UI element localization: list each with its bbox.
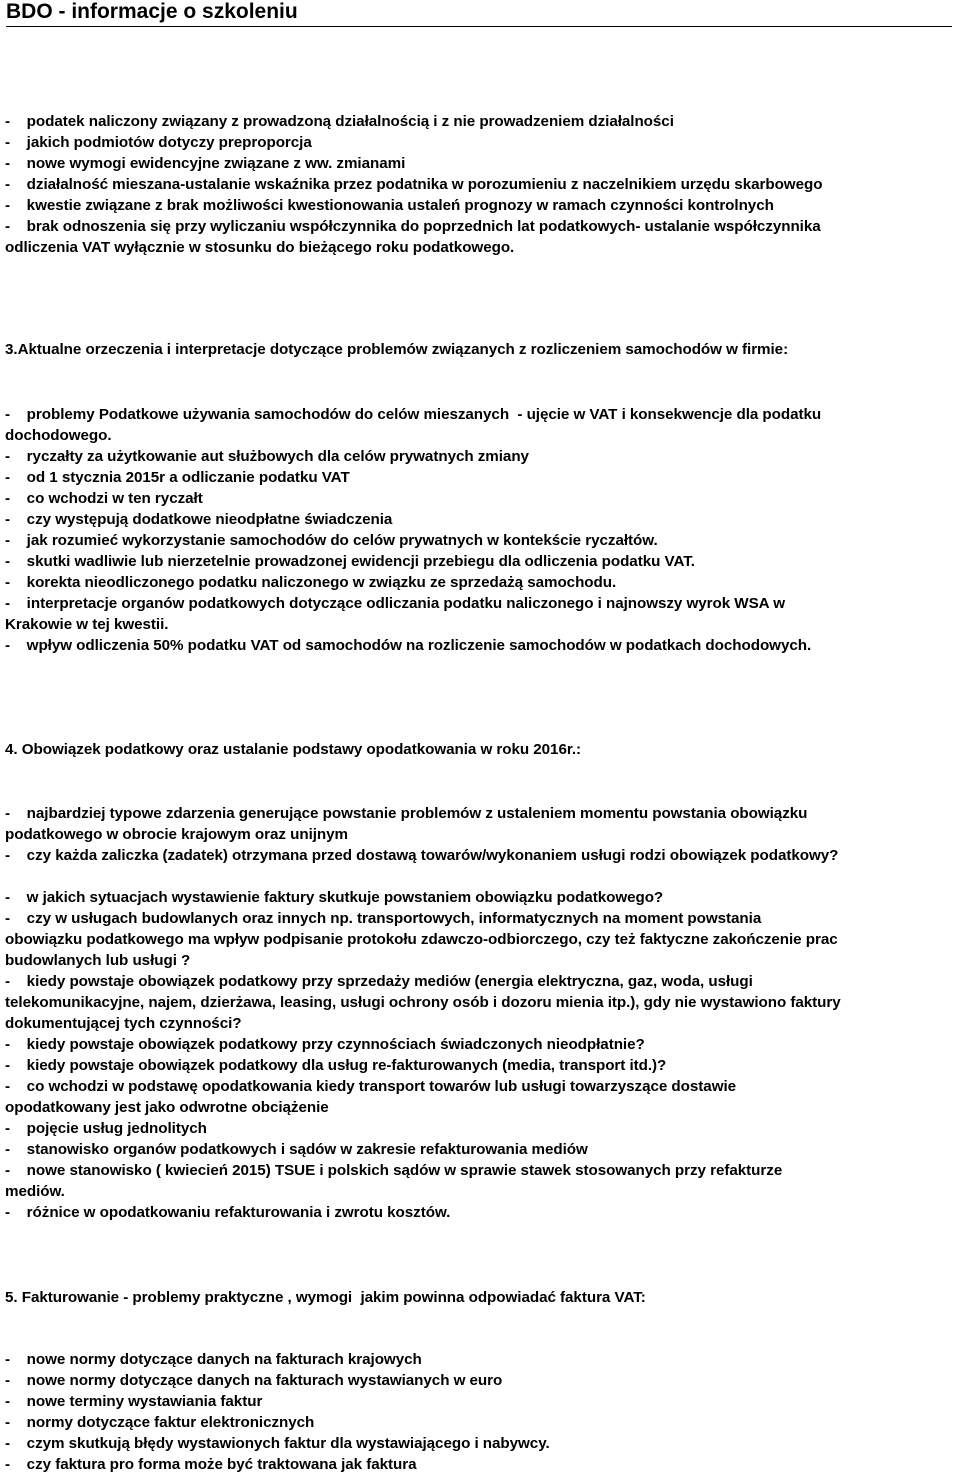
document-line: - różnice w opodatkowaniu refakturowania i zwrotu kosztów. bbox=[5, 1204, 451, 1221]
document-line: - ryczałty za użytkowanie aut służbowych dla celów prywatnych zmiany bbox=[5, 448, 529, 465]
document-line: - czy w usługach budowlanych oraz innych np. transportowych, informatycznych na moment powstania bbox=[5, 910, 762, 927]
document-line: - od 1 stycznia 2015r a odliczanie podatku VAT bbox=[5, 469, 350, 486]
document-line: telekomunikacyjne, najem, dzierżawa, leasing, usługi ochrony osób i dozoru mienia itp.), gdy nie wystawiono faktury bbox=[5, 994, 841, 1011]
document-line: - kiedy powstaje obowiązek podatkowy przy czynnościach świadczonych nieodpłatnie? bbox=[5, 1036, 645, 1053]
document-line: - w jakich sytuacjach wystawienie faktury skutkuje powstaniem obowiązku podatkowego? bbox=[5, 889, 664, 906]
document-line: - nowe normy dotyczące danych na fakturach krajowych bbox=[5, 1351, 422, 1368]
document-line: - co wchodzi w ten ryczałt bbox=[5, 490, 203, 507]
document-line: - nowe wymogi ewidencyjne związane z ww. zmianami bbox=[5, 155, 406, 172]
document-line: - skutki wadliwie lub nierzetelnie prowadzonej ewidencji przebiegu dla odliczenia podatku VAT. bbox=[5, 553, 695, 570]
document-line: - problemy Podatkowe używania samochodów do celów mieszanych - ujęcie w VAT i konsekwencje dla podatku bbox=[5, 406, 822, 423]
document-line: - stanowisko organów podatkowych i sądów w zakresie refakturowania mediów bbox=[5, 1141, 588, 1158]
section-heading: 3.Aktualne orzeczenia i interpretacje dotyczące problemów związanych z rozliczeniem samochodów w firmie: bbox=[5, 341, 789, 358]
document-line: - wpływ odliczenia 50% podatku VAT od samochodów na rozliczenie samochodów w podatkach dochodowych. bbox=[5, 637, 812, 654]
document-line: mediów. bbox=[5, 1183, 65, 1200]
document-line: - czy występują dodatkowe nieodpłatne świadczenia bbox=[5, 511, 393, 528]
document-line: - pojęcie usług jednolitych bbox=[5, 1120, 207, 1137]
document-line: - nowe stanowisko ( kwiecień 2015) TSUE i polskich sądów w sprawie stawek stosowanych przy refakturze bbox=[5, 1162, 783, 1179]
document-line: - jak rozumieć wykorzystanie samochodów do celów prywatnych w kontekście ryczałtów. bbox=[5, 532, 658, 549]
section-heading: 5. Fakturowanie - problemy praktyczne , wymogi jakim powinna odpowiadać faktura VAT: bbox=[5, 1289, 646, 1306]
document-line: dochodowego. bbox=[5, 427, 112, 444]
document-line: - kiedy powstaje obowiązek podatkowy dla usług re-fakturowanych (media, transport itd.)? bbox=[5, 1057, 667, 1074]
document-line: - najbardziej typowe zdarzenia generujące powstanie problemów z ustaleniem momentu powstania obowiązku bbox=[5, 805, 808, 822]
document-line: - nowe terminy wystawiania faktur bbox=[5, 1393, 263, 1410]
document-line: podatkowego w obrocie krajowym oraz unijnym bbox=[5, 826, 349, 843]
document-line: - kiedy powstaje obowiązek podatkowy przy sprzedaży mediów (energia elektryczna, gaz, woda, usługi bbox=[5, 973, 753, 990]
page-title: BDO - informacje o szkoleniu bbox=[6, 0, 298, 23]
document-line: - czym skutkują błędy wystawionych faktur dla wystawiającego i nabywcy. bbox=[5, 1435, 550, 1452]
document-line: - podatek naliczony związany z prowadzoną działalnością i z nie prowadzeniem działalności bbox=[5, 113, 674, 130]
document-line: obowiązku podatkowego ma wpływ podpisanie protokołu zdawczo-odbiorczego, czy też faktyczne zakończenie prac bbox=[5, 931, 838, 948]
document-line: Krakowie w tej kwestii. bbox=[5, 616, 169, 633]
document-line: budowlanych lub usługi ? bbox=[5, 952, 191, 969]
section-heading: 4. Obowiązek podatkowy oraz ustalanie podstawy opodatkowania w roku 2016r.: bbox=[5, 741, 582, 758]
document-line: - nowe normy dotyczące danych na fakturach wystawianych w euro bbox=[5, 1372, 503, 1389]
document-line: dokumentującej tych czynności? bbox=[5, 1015, 242, 1032]
document-line: - kwestie związane z brak możliwości kwestionowania ustaleń prognozy w ramach czynności kontrolnych bbox=[5, 197, 774, 214]
document-line: - interpretacje organów podatkowych dotyczące odliczania podatku naliczonego i najnowszy wyrok WSA w bbox=[5, 595, 785, 612]
document-line: - brak odnoszenia się przy wyliczaniu współczynnika do poprzednich lat podatkowych- ustalanie współczynnika bbox=[5, 218, 821, 235]
document-line: - normy dotyczące faktur elektronicznych bbox=[5, 1414, 315, 1431]
document-line: odliczenia VAT wyłącznie w stosunku do bieżącego roku podatkowego. bbox=[5, 239, 515, 256]
header-divider bbox=[6, 26, 952, 27]
document-line: - jakich podmiotów dotyczy preproporcja bbox=[5, 134, 312, 151]
document-line: - czy faktura pro forma może być traktowana jak faktura bbox=[5, 1456, 417, 1473]
document-line: - czy każda zaliczka (zadatek) otrzymana przed dostawą towarów/wykonaniem usługi rodzi obowiązek podatkowy? bbox=[5, 847, 839, 864]
document-line: - działalność mieszana-ustalanie wskaźnika przez podatnika w porozumieniu z naczelnikiem urzędu skarbowego bbox=[5, 176, 823, 193]
document-line: - korekta nieodliczonego podatku naliczonego w związku ze sprzedażą samochodu. bbox=[5, 574, 617, 591]
document-line: - co wchodzi w podstawę opodatkowania kiedy transport towarów lub usługi towarzyszące dostawie bbox=[5, 1078, 737, 1095]
document-line: opodatkowany jest jako odwrotne obciążenie bbox=[5, 1099, 329, 1116]
